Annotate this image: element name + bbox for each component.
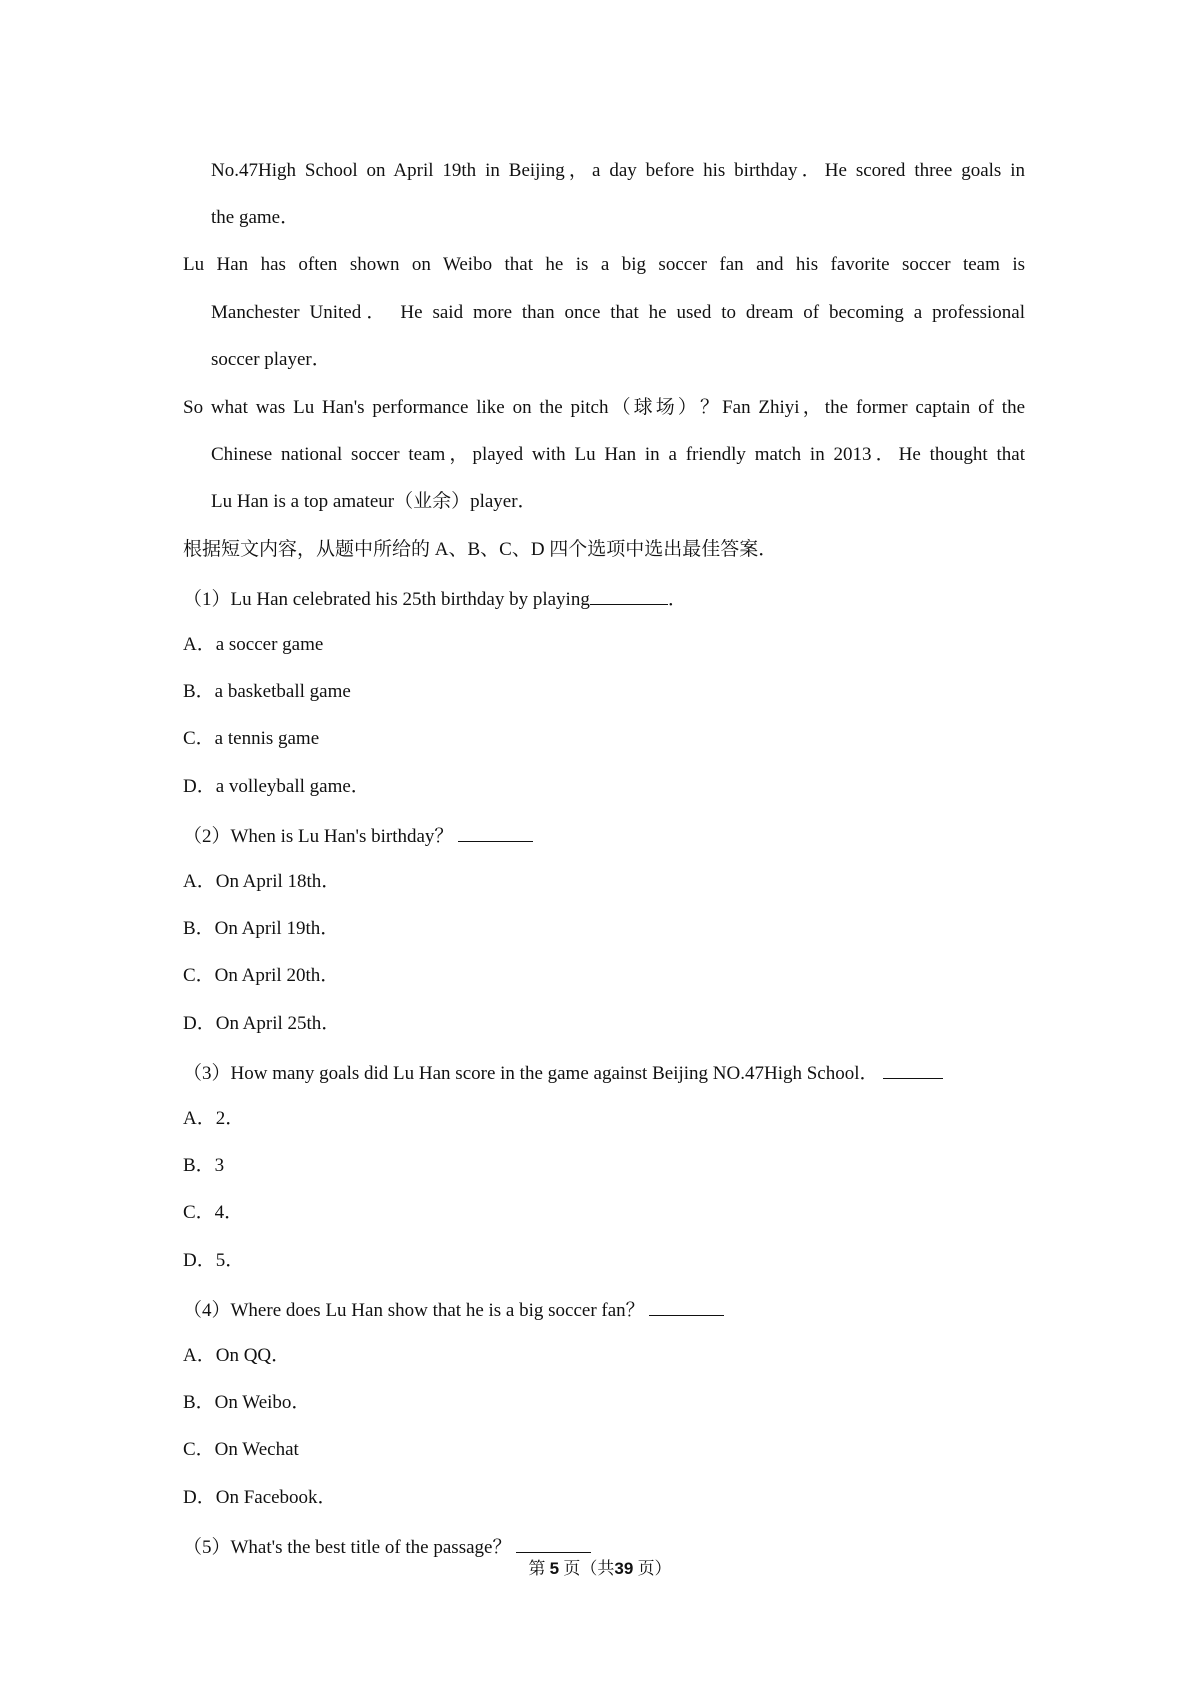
option-a: A．On April 18th．	[183, 871, 341, 892]
page-footer: 第 5 页（共39 页）	[528, 1559, 672, 1578]
option-a: A．2．	[183, 1108, 245, 1129]
option-c: C．a tennis game	[183, 728, 320, 749]
question-stem: （5）What's the best title of the passage？	[183, 1534, 1025, 1559]
option-a: A．On QQ．	[183, 1345, 291, 1366]
answer-blank	[458, 823, 533, 842]
passage-line: So what was Lu Han's performance like on the pitch（球场）？Fan Zhiyi，the former captain of the	[183, 397, 1025, 418]
question-stem: （1）Lu Han celebrated his 25th birthday by playing ．	[183, 586, 1025, 611]
option-c: C．On April 20th．	[183, 965, 340, 986]
option-c: C．On Wechat	[183, 1439, 299, 1460]
page-total: 39	[614, 1559, 634, 1578]
passage-line: Manchester United． He said more than once that he used to dream of becoming a professional	[211, 302, 1025, 323]
page-number: 5	[549, 1559, 560, 1578]
question-stem: （2）When is Lu Han's birthday？	[183, 823, 1025, 848]
option-b: B．On April 19th．	[183, 918, 340, 939]
answer-blank	[883, 1060, 943, 1079]
option-b: B．On Weibo．	[183, 1392, 311, 1413]
answer-blank	[516, 1534, 591, 1553]
option-c: C．4．	[183, 1202, 244, 1223]
passage-line: No.47High School on April 19th in Beijing，a day before his birthday．He scored three goals in	[211, 160, 1025, 181]
instruction-text: 根据短文内容，从题中所给的 A、B、C、D 四个选项中选出最佳答案．	[183, 539, 778, 560]
passage-line: Chinese national soccer team，played with Lu Han in a friendly match in 2013．He thought that	[211, 444, 1025, 465]
option-b: B．a basketball game	[183, 681, 351, 702]
option-d: D．On Facebook．	[183, 1487, 337, 1508]
option-d: D．a volleyball game．	[183, 776, 370, 797]
answer-blank	[649, 1297, 724, 1316]
option-d: D．5．	[183, 1250, 245, 1271]
passage-line: the game．	[211, 207, 300, 228]
option-d: D．On April 25th．	[183, 1013, 341, 1034]
passage-line: Lu Han has often shown on Weibo that he is a big soccer fan and his favorite soccer team is	[183, 254, 1025, 275]
question-stem: （4）Where does Lu Han show that he is a big soccer fan？	[183, 1297, 1025, 1322]
passage-line: Lu Han is a top amateur（业余）player．	[211, 491, 537, 512]
passage-line: soccer player．	[211, 349, 331, 370]
answer-blank	[590, 586, 668, 605]
question-stem: （3）How many goals did Lu Han score in the game against Beijing NO.47High School．	[183, 1060, 1025, 1085]
option-a: A．a soccer game	[183, 634, 324, 655]
option-b: B．3	[183, 1155, 225, 1176]
